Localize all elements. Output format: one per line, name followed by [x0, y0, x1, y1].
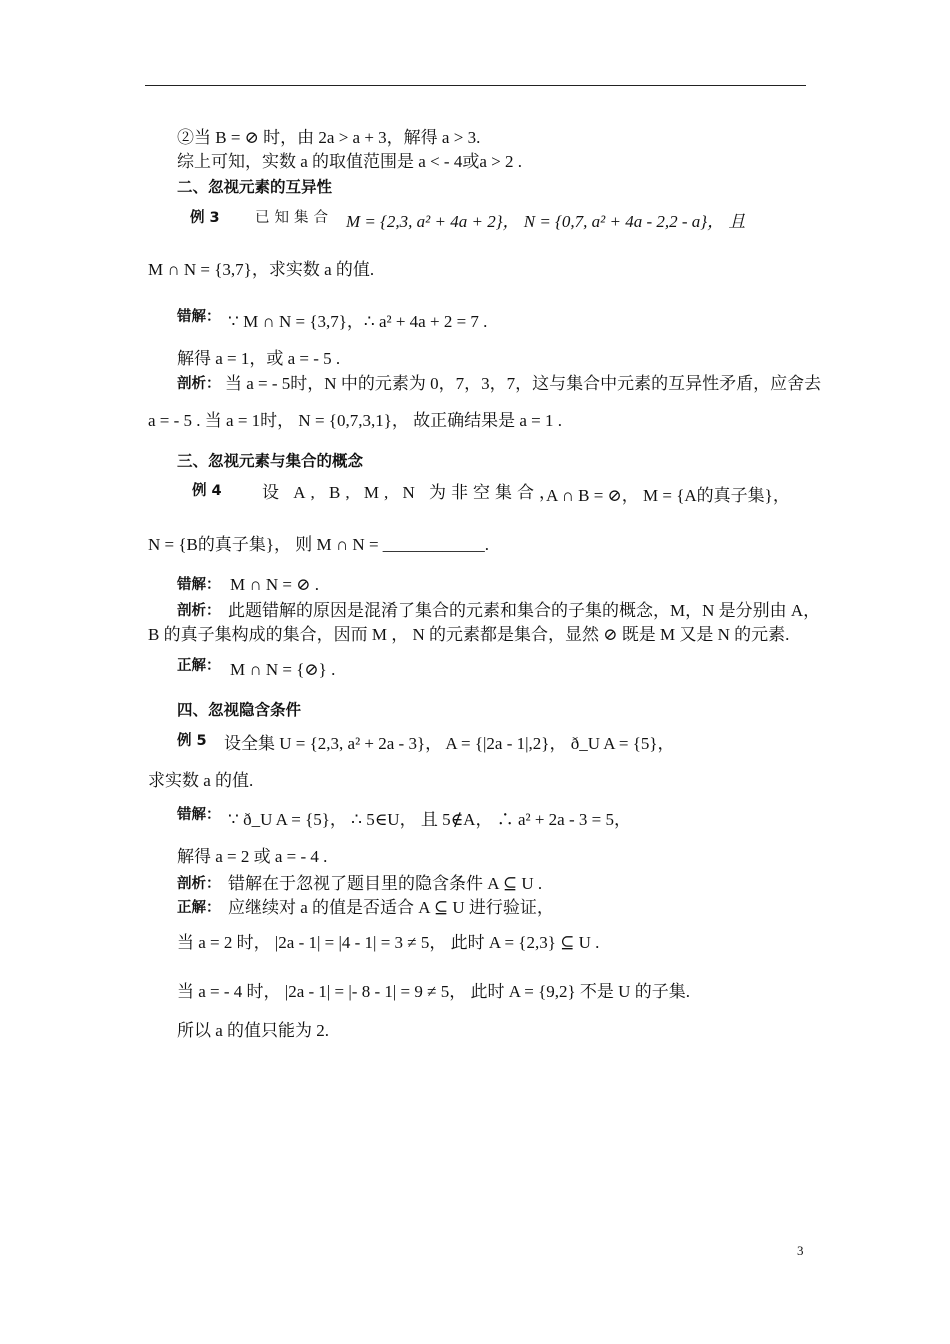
final-answer: 所以 a 的值只能为 2. [177, 1021, 330, 1040]
section-heading-3: 三、忽视元素与集合的概念 [177, 452, 364, 470]
analysis-4-body: 此题错解的原因是混淆了集合的元素和集合的子集的概念，M，N 是分别由 A， [228, 601, 821, 620]
analysis-4-end: B 的真子集构成的集合，因而 M ， N 的元素都是集合，显然 ⊘ 既是 M 又是 N 的元素. [148, 625, 790, 644]
section-heading-2: 二、忽视元素的互异性 [177, 178, 333, 196]
correct-solution-4-label: 正解： [177, 658, 221, 674]
analysis-4-label: 剖析： [177, 603, 221, 619]
example-4-intro: 设 A, B, M, N 为非空集合， [262, 483, 562, 502]
wrong-solution-4-body: M ∩ N = ⊘ . [230, 575, 320, 594]
wrong-solution-4-label: 错解： [177, 577, 221, 593]
page-number: 3 [797, 1243, 804, 1258]
example-3-sets: M = {2,3, a² + 4a + 2}， N = {0,7, a² + 4a - 2,2 - a}， 且 [346, 212, 746, 231]
correct-solution-5-body: 应继续对 a 的值是否适合 A ⊆ U 进行验证， [228, 898, 554, 917]
example-3-intro: 已知集合 [255, 210, 333, 226]
example-5-label: 例 5 [177, 733, 207, 749]
analysis-3-result: a = - 5 . 当 a = 1时， N = {0,7,3,1}， 故正确结果是 a = 1 . [148, 411, 562, 430]
example-4-question: N = {B的真子集}， 则 M ∩ N = ____________. [148, 535, 490, 554]
section-heading-4: 四、忽视隐含条件 [177, 701, 302, 719]
wrong-solution-3-result: 解得 a = 1，或 a = - 5 . [177, 349, 341, 368]
example-3-question: M ∩ N = {3,7}，求实数 a 的值. [148, 260, 375, 279]
case-2-line: ②当 B = ⊘ 时，由 2a > a + 3，解得 a > 3. [177, 128, 481, 147]
wrong-solution-5-result: 解得 a = 2 或 a = - 4 . [177, 847, 328, 866]
example-5-question: 求实数 a 的值. [148, 771, 254, 790]
correct-solution-4-body: M ∩ N = {⊘} . [230, 660, 336, 679]
conclusion-line: 综上可知，实数 a 的取值范围是 a < - 4或a > 2 . [177, 152, 522, 171]
analysis-3-label: 剖析： [177, 376, 221, 392]
example-5-sets: 设全集 U = {2,3, a² + 2a - 3}， A = {|2a - 1|,2}， ð_U A = {5}， [224, 734, 675, 753]
wrong-solution-3-body: ∵ M ∩ N = {3,7}，∴ a² + 4a + 2 = 7 . [228, 312, 488, 331]
verify-a-equals-2: 当 a = 2 时， |2a - 1| = |4 - 1| = 3 ≠ 5， 此时 A = {2,3} ⊆ U . [177, 933, 600, 952]
example-4-label: 例 4 [192, 483, 222, 499]
analysis-3-body: 当 a = - 5时，N 中的元素为 0，7，3，7，这与集合中元素的互异性矛盾，应舍去 [225, 374, 822, 393]
analysis-5-label: 剖析： [177, 876, 221, 892]
correct-solution-5-label: 正解： [177, 900, 221, 916]
wrong-solution-5-label: 错解： [177, 807, 221, 823]
analysis-5-body: 错解在于忽视了题目里的隐含条件 A ⊆ U . [228, 874, 543, 893]
header-rule [145, 85, 806, 86]
wrong-solution-3-label: 错解： [177, 309, 221, 325]
example-4-sets: A ∩ B = ⊘， M = {A的真子集}， [546, 486, 790, 505]
wrong-solution-5-body: ∵ ð_U A = {5}， ∴ 5∈U， 且 5∉A， ∴ a² + 2a - 3 = 5， [228, 810, 631, 829]
verify-a-equals-minus-4: 当 a = - 4 时， |2a - 1| = |- 8 - 1| = 9 ≠ 5， 此时 A = {9,2} 不是 U 的子集. [177, 982, 690, 1001]
example-3-label: 例 3 [190, 210, 220, 226]
